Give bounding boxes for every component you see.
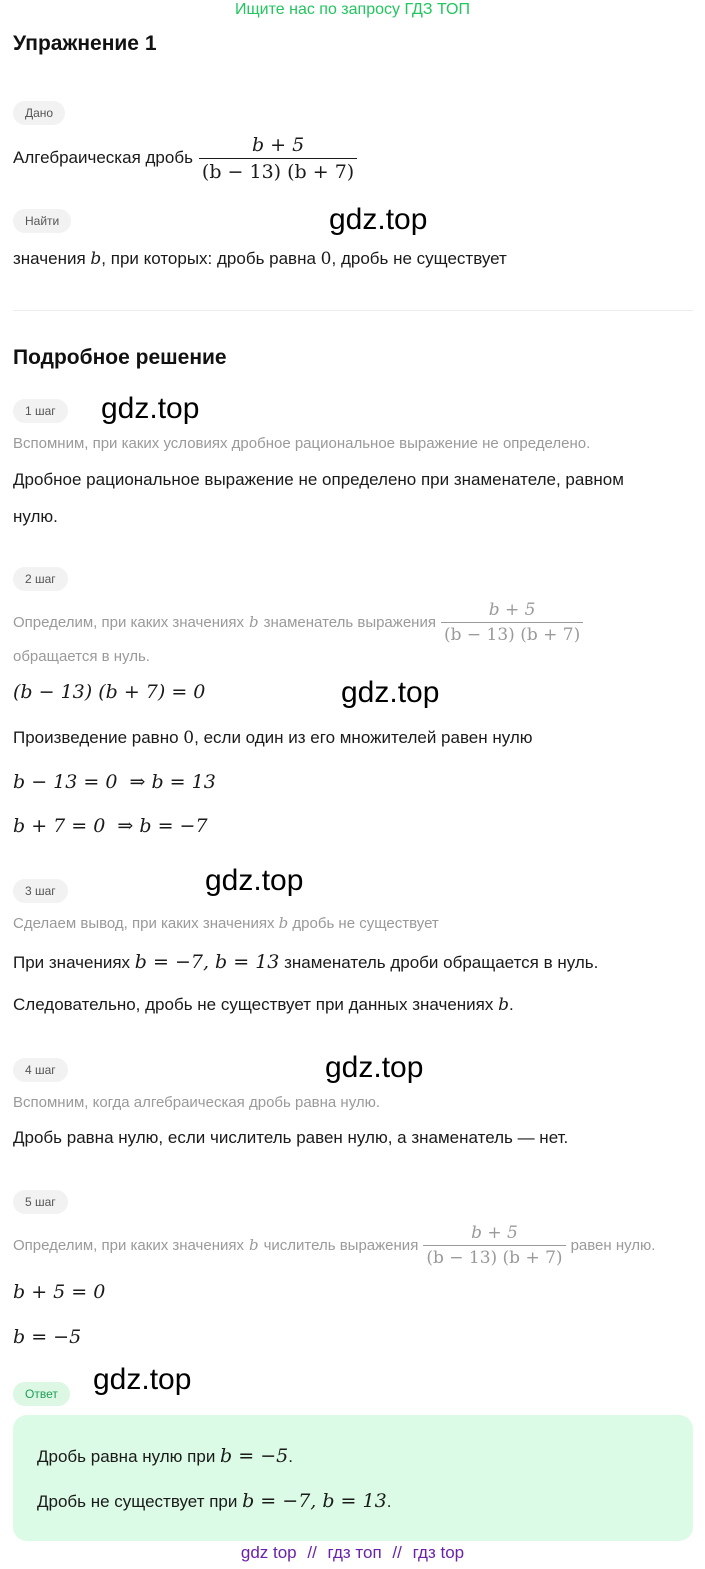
step-3-hint-2: дробь не существует [292,915,439,932]
answer-badge: Ответ [13,1382,70,1406]
given-badge: Дано [13,101,65,125]
answer-line2-b: . [386,1492,392,1511]
given-text: Алгебраическая дробь [13,148,193,167]
fraction-denominator: (b − 13) (b + 7) [423,1245,565,1268]
step-3-line2-a: Следовательно, дробь не существует при данных значениях [13,995,494,1014]
step-5-hint [13,1219,655,1271]
answer-line1-b: . [288,1447,293,1466]
step-2-badge: 2 шаг [13,567,68,591]
answer-box [13,1415,693,1541]
divider [13,310,693,311]
search-hint: Ищите нас по запросу ГДЗ ТОП [235,1,470,18]
find-zero: 0 [320,249,332,269]
answer-line1 [37,1445,293,1467]
solution-title: Подробное решение [13,346,227,369]
step-1-badge: 1 шаг [13,399,68,423]
footer-separator: // [392,1543,402,1562]
answer-line2 [37,1490,391,1512]
step-3-hint-1: Сделаем вывод, при каких значениях [13,915,275,932]
watermark: gdz.top [93,1363,192,1396]
fraction-denominator: (b − 13) (b + 7) [441,622,583,645]
step-5-hint-var: b [249,1236,259,1254]
step-2-equation-2: b − 13 = 0 ⇒ b = 13 [13,771,216,793]
find-text-2: , при которых: дробь равна [101,249,316,268]
given-row [13,128,357,188]
step-2-equation-1: (b − 13) (b + 7) = 0 [13,681,206,703]
step-3-line2 [13,995,514,1015]
step-3-line1-b: знаменатель дроби обращается в нуль. [284,953,599,972]
fraction-denominator: (b − 13) (b + 7) [199,158,357,183]
footer [0,1543,705,1563]
find-text [13,249,507,269]
step-2-equation-3: b + 7 = 0 ⇒ b = −7 [13,815,208,837]
fraction-numerator: b + 5 [251,133,305,156]
fraction-numerator: b + 5 [488,599,536,620]
step-2-hint-1: Определим, при каких значениях [13,613,244,631]
step-5-hint-1: Определим, при каких значениях [13,1236,244,1254]
step-1-hint: Вспомним, при каких условиях дробное рациональное выражение не определено. [13,435,591,452]
step-5-badge: 5 шаг [13,1190,68,1214]
find-badge: Найти [13,209,71,233]
watermark: gdz.top [101,392,200,425]
answer-line2-math: b = −7, b = 13 [242,1490,387,1512]
step-1-body-line1: Дробное рациональное выражение не определено при знаменателе, равном [13,470,624,489]
footer-link-2[interactable]: гдз топ [327,1543,382,1562]
watermark: gdz.top [325,1051,424,1084]
step-2-text-zero: 0 [183,728,195,748]
step-2-hint-2: знаменатель выражения [263,613,436,631]
step-1-body-line2: нулю. [13,507,58,526]
step-2-text-2: , если один из его множителей равен нулю [194,728,533,747]
step-2-text [13,728,533,748]
step-3-line1 [13,951,598,973]
step-5-hint-2: числитель выражения [263,1236,419,1254]
step-4-hint: Вспомним, когда алгебраическая дробь равна нулю. [13,1094,381,1111]
watermark: gdz.top [341,676,440,709]
step-2-hint-3: обращается в нуль. [13,648,150,665]
step-2-hint [13,596,583,648]
watermark: gdz.top [205,864,304,897]
watermark: gdz.top [329,203,428,236]
fraction-numerator: b + 5 [471,1222,518,1243]
step-3-hint-var: b [278,914,289,932]
step-5-equation-1: b + 5 = 0 [13,1281,106,1303]
step-3-hint [13,914,439,932]
footer-link-3[interactable]: гдз top [412,1543,465,1562]
step-5-equation-2: b = −5 [13,1326,82,1348]
step-2-hint-var: b [249,613,259,631]
step-2-fraction [441,600,583,645]
footer-link-1[interactable]: gdz top [240,1543,297,1562]
step-3-line2-b: . [509,995,514,1014]
find-var: b [90,249,102,269]
answer-line1-math: b = −5 [220,1445,289,1467]
step-4-badge: 4 шаг [13,1058,68,1082]
step-5-hint-3: равен нулю. [570,1236,656,1254]
step-4-body: Дробь равна нулю, если числитель равен нулю, а знаменатель — нет. [13,1128,569,1147]
find-text-3: , дробь не существует [331,249,507,268]
answer-line1-a: Дробь равна нулю при [37,1447,216,1466]
step-5-fraction [423,1223,565,1268]
find-text-1: значения [13,249,86,268]
page-title: Упражнение 1 [13,32,157,55]
given-fraction [199,134,357,183]
answer-line2-a: Дробь не существует при [37,1492,238,1511]
footer-separator: // [307,1543,317,1562]
step-2-text-1: Произведение равно [13,728,179,747]
step-3-line1-math: b = −7, b = 13 [134,951,280,973]
step-3-line2-var: b [498,995,509,1015]
step-3-line1-a: При значениях [13,953,131,972]
step-3-badge: 3 шаг [13,879,68,903]
